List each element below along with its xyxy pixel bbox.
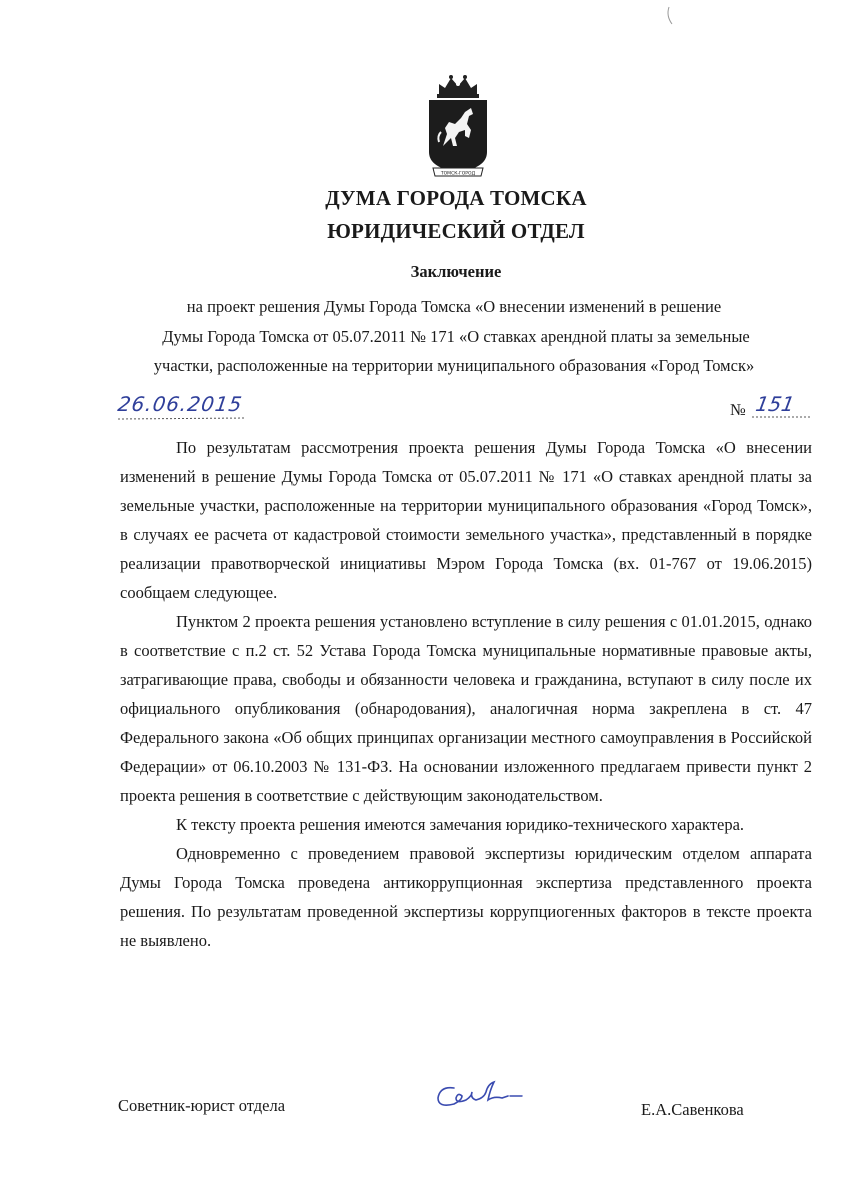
organization-title: ДУМА ГОРОДА ТОМСКА: [325, 186, 587, 210]
subject-line: Думы Города Томска от 05.07.2011 № 171 «О ставках арендной платы за земельные: [162, 327, 750, 346]
subject-line: на проект решения Думы Города Томска «О внесении изменений в решение: [186, 297, 722, 316]
handwritten-date: [118, 388, 258, 428]
subject-line: участки, расположенные на территории муниципального образования «Город Томск»: [153, 356, 755, 375]
number-value: 151: [753, 392, 797, 416]
number-underline: [752, 414, 812, 420]
body-paragraph: По результатам рассмотрения проекта решения Думы Города Томска «О внесении изменений в решение Думы Города Томска от 05.07.2011 № 171 «О ставках арендной платы за земельные участки, расположенные на территории муниципального образования «Город Томск», в случаях ее расчета от кадастровой стоимости земельного участка», представленный в порядке реализации правотворческой инициативы Мэром Города Томска (вх. 01-767 от 19.06.2015) сообщаем следующее.: [120, 438, 812, 602]
emblem-motto: ТОМСК-ГОРОД: [440, 171, 476, 177]
date-underline: [118, 416, 248, 422]
document-body: [120, 433, 812, 955]
number-label: №: [730, 400, 746, 419]
signer-name: Е.А.Савенкова: [641, 1100, 744, 1119]
document-type-heading: Заключение: [410, 262, 502, 281]
handwritten-signature: [432, 1076, 542, 1116]
document-number: [730, 394, 820, 430]
signer-position: Советник-юрист отдела: [118, 1096, 286, 1115]
department-title: ЮРИДИЧЕСКИЙ ОТДЕЛ: [327, 219, 585, 243]
corner-mark: [664, 6, 676, 26]
coat-of-arms-emblem: [425, 72, 491, 182]
body-paragraph: Пунктом 2 проекта решения установлено вступление в силу решения с 01.01.2015, однако в соответствие с п.2 ст. 52 Устава Города Томска муниципальные нормативные правовые акты, затрагивающие права, свободы и обязанности человека и гражданина, вступают в силу после их официального опубликования (обнародования), аналогичная норма закреплена в ст. 47 Федерального закона «Об общих принципах организации местного самоуправления в Российской Федерации» от 06.10.2003 № 131-ФЗ. На основании изложенного предлагаем привести пункт 2 проекта решения в соответствие с действующим законодательством.: [120, 612, 812, 805]
body-paragraph: К тексту проекта решения имеются замечания юридико-технического характера.: [176, 815, 745, 834]
body-paragraph: Одновременно с проведением правовой экспертизы юридическим отделом аппарата Думы Города Томска проведена антикоррупционная экспертиза представленного проекта решения. По результатам проведенной экспертизы коррупциогенных факторов в тексте проекта не выявлено.: [120, 844, 812, 950]
date-value: 26.06.2015: [116, 392, 245, 416]
